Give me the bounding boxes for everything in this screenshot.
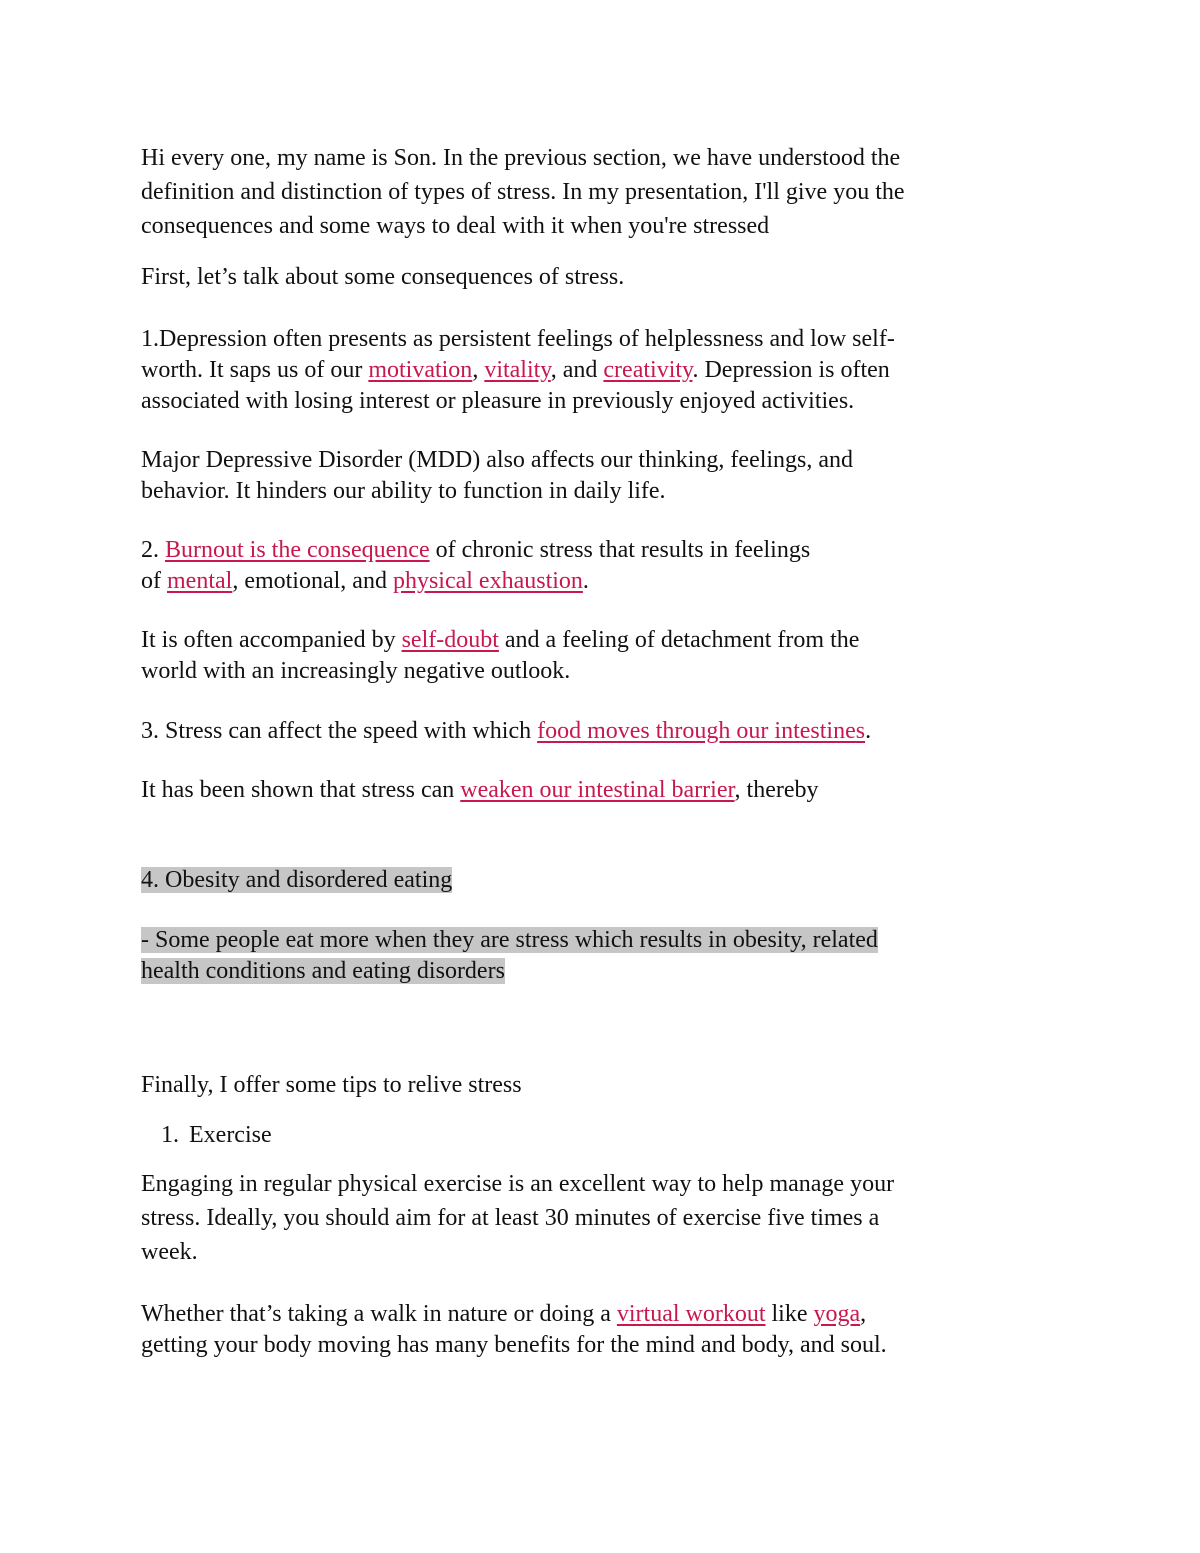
burnout-text-a: 2. [141, 537, 165, 563]
obesity-heading-text: 4. Obesity and disordered eating [141, 867, 453, 893]
burnout-line-2 [141, 566, 589, 596]
list-item [141, 1120, 272, 1150]
burnout-text-e: . [582, 568, 589, 594]
yoga-link[interactable]: yoga [813, 1301, 861, 1327]
obesity-text-2: health conditions and eating disorders [141, 958, 505, 984]
obesity-text-1: - Some people eat more when they are stress which results in obesity, related [141, 927, 878, 953]
burnout-text-c: of [141, 568, 167, 594]
selfdoubt-line-1 [141, 625, 859, 655]
list-item-label: Exercise [189, 1122, 272, 1148]
intro-line-2: definition and distinction of types of stress. In my presentation, I'll give you the [141, 179, 905, 205]
depression-text-c: , and [550, 357, 604, 383]
selfdoubt-text-a: It is often accompanied by [141, 627, 402, 653]
intestines-line [141, 716, 871, 746]
depression-text-a: worth. It saps us of our [141, 357, 369, 383]
depression-text-b: , [472, 357, 485, 383]
workout-line-1 [141, 1299, 866, 1329]
mental-link[interactable]: mental [167, 568, 233, 594]
intro-line-1: Hi every one, my name is Son. In the previous section, we have understood the [141, 145, 901, 171]
obesity-line-2 [141, 956, 505, 986]
intestines-text-b: . [865, 718, 872, 744]
vitality-link[interactable]: vitality [484, 357, 551, 383]
depression-line-2 [141, 355, 890, 385]
burnout-line-1 [141, 535, 810, 565]
motivation-link[interactable]: motivation [368, 357, 473, 383]
burnout-link[interactable]: Burnout is the consequence [165, 537, 430, 563]
intestinal-barrier-link[interactable]: weaken our intestinal barrier [460, 777, 735, 803]
burnout-text-b: of chronic stress that results in feelings [429, 537, 811, 563]
finally-paragraph: Finally, I offer some tips to relive stress [141, 1072, 522, 1098]
first-paragraph: First, let’s talk about some consequences of stress. [141, 264, 625, 290]
list-number: 1. [161, 1122, 179, 1148]
burnout-text-d: , emotional, and [232, 568, 393, 594]
exercise-line-3: week. [141, 1239, 198, 1265]
selfdoubt-text-b: and a feeling of detachment from the [498, 627, 860, 653]
barrier-text-a: It has been shown that stress can [141, 777, 461, 803]
mdd-line-2: behavior. It hinders our ability to function in daily life. [141, 478, 666, 504]
intestines-link[interactable]: food moves through our intestines [537, 718, 866, 744]
workout-text-a: Whether that’s taking a walk in nature or doing a [141, 1301, 617, 1327]
creativity-link[interactable]: creativity [603, 357, 693, 383]
mdd-line-1: Major Depressive Disorder (MDD) also affects our thinking, feelings, and [141, 447, 854, 473]
selfdoubt-line-2: world with an increasingly negative outlook. [141, 658, 571, 684]
exercise-line-1: Engaging in regular physical exercise is an excellent way to help manage your [141, 1171, 895, 1197]
intro-line-3: consequences and some ways to deal with it when you're stressed [141, 213, 770, 239]
workout-line-2: getting your body moving has many benefits for the mind and body, and soul. [141, 1332, 887, 1358]
barrier-line [141, 775, 819, 805]
workout-text-c: , [860, 1301, 867, 1327]
barrier-text-b: , thereby [734, 777, 819, 803]
depression-line-1: 1.Depression often presents as persistent feelings of helplessness and low self- [141, 326, 895, 352]
intestines-text-a: 3. Stress can affect the speed with which [141, 718, 538, 744]
obesity-line-1 [141, 925, 878, 955]
virtual-workout-link[interactable]: virtual workout [616, 1301, 766, 1327]
depression-line-3: associated with losing interest or pleasure in previously enjoyed activities. [141, 388, 855, 414]
depression-text-d: . Depression is often [692, 357, 890, 383]
self-doubt-link[interactable]: self-doubt [401, 627, 499, 653]
exercise-line-2: stress. Ideally, you should aim for at least 30 minutes of exercise five times a [141, 1205, 880, 1231]
physical-exhaustion-link[interactable]: physical exhaustion [392, 568, 583, 594]
obesity-heading [141, 865, 452, 895]
workout-text-b: like [765, 1301, 814, 1327]
